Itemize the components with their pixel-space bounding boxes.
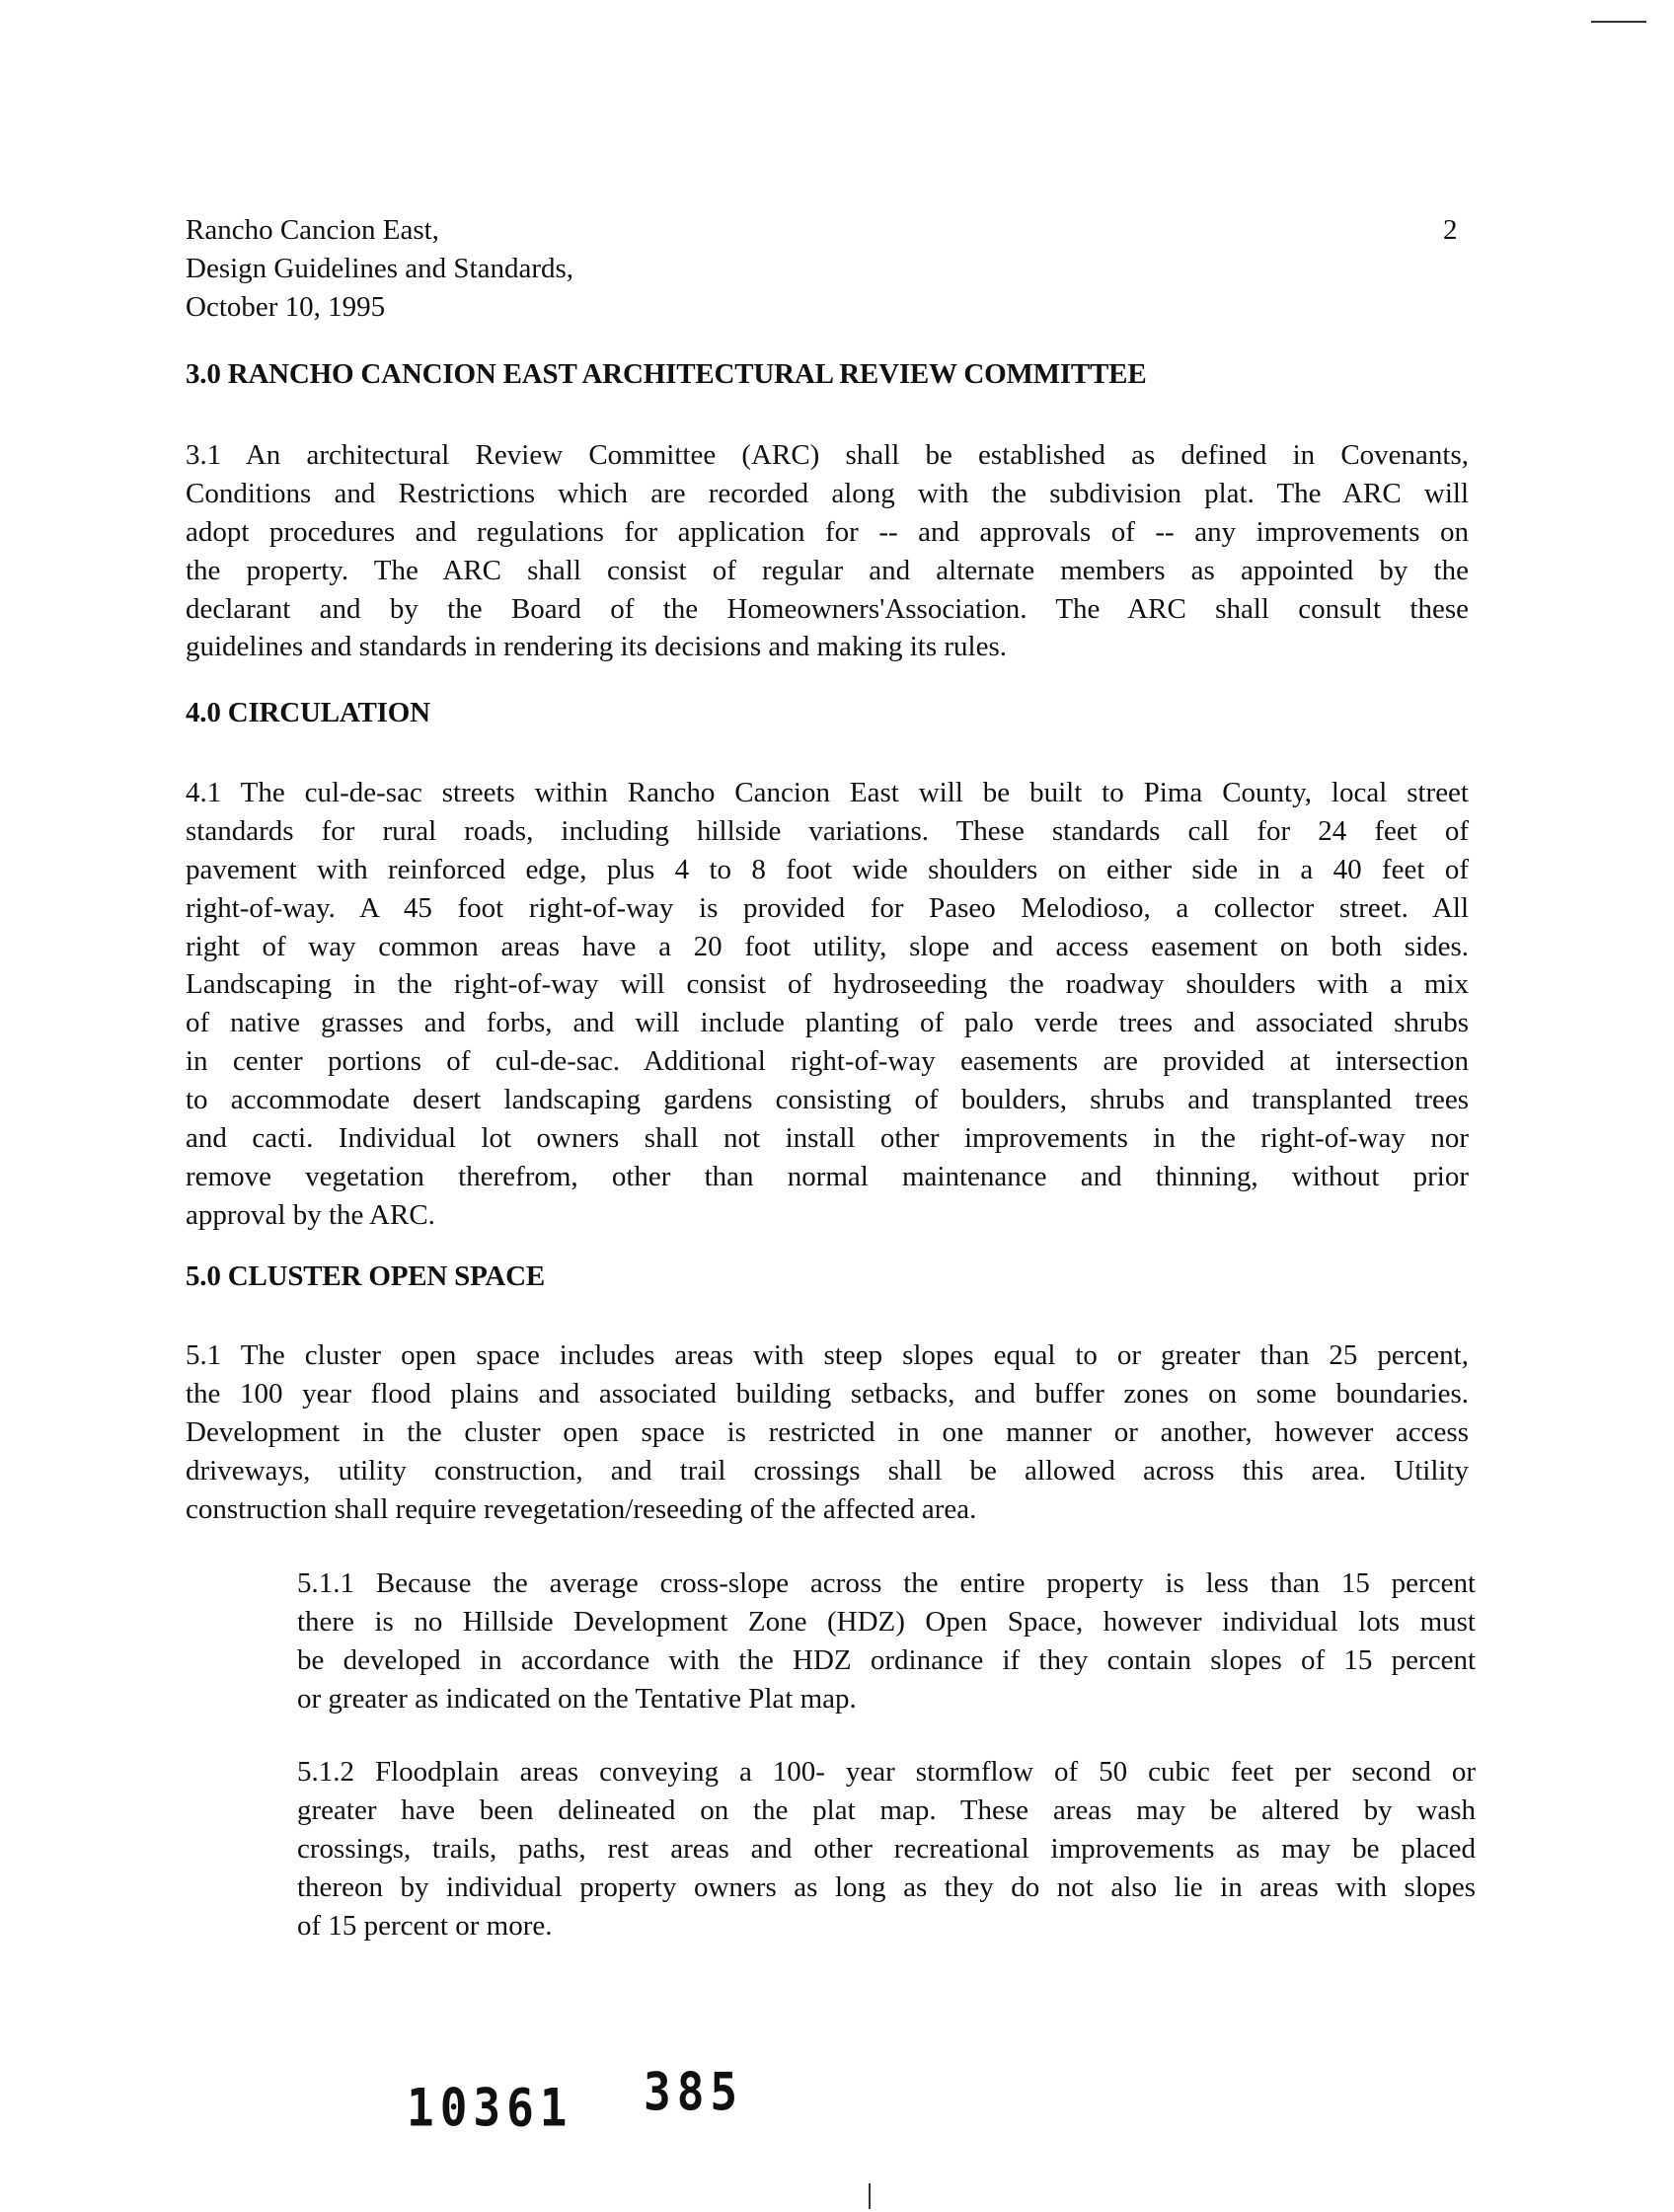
document-header xyxy=(186,211,573,327)
paragraph-line: construction shall require revegetation/reseeding of the affected area. xyxy=(186,1492,977,1525)
paragraph-line: approval by the ARC. xyxy=(186,1198,435,1231)
paragraph-line: driveways, utility construction, and trail crossings shall be allowed across this area. Utility xyxy=(186,1454,1469,1487)
paragraph-line: right of way common areas have a 20 foot utility, slope and access easement on both sides. xyxy=(186,930,1469,962)
section-heading-5-0: 5.0 CLUSTER OPEN SPACE xyxy=(186,1260,546,1292)
paragraph-line: remove vegetation therefrom, other than normal maintenance and thinning, without prior xyxy=(186,1160,1469,1192)
paragraph-line: in center portions of cul-de-sac. Additional right-of-way easements are provided at intersection xyxy=(186,1045,1469,1078)
paragraph-5-1-2 xyxy=(297,1753,1476,1945)
paragraph-line: declarant and by the Board of the Homeowners'Association. The ARC shall consult these xyxy=(186,592,1469,625)
page-number: 2 xyxy=(1443,214,1458,246)
scan-mark-top-right xyxy=(1591,21,1646,23)
paragraph-line: 3.1 An architectural Review Committee (ARC) shall be established as defined in Covenants, xyxy=(186,439,1469,471)
header-line-title: Rancho Cancion East, xyxy=(186,214,439,246)
paragraph-line: pavement with reinforced edge, plus 4 to 8 foot wide shoulders on either side in a 40 feet of xyxy=(186,853,1469,885)
paragraph-line: and cacti. Individual lot owners shall not install other improvements in the right-of-way nor xyxy=(186,1122,1469,1155)
paragraph-line: 5.1.1 Because the average cross-slope across the entire property is less than 15 percent xyxy=(297,1567,1476,1599)
paragraph-line: greater have been delineated on the plat map. These areas may be altered by wash xyxy=(297,1793,1476,1826)
docket-number-stamp: 10361 xyxy=(407,2076,573,2139)
section-heading-3-0: 3.0 RANCHO CANCION EAST ARCHITECTURAL REVIEW COMMITTEE xyxy=(186,358,1147,390)
paragraph-line: there is no Hillside Development Zone (HDZ) Open Space, however individual lots must xyxy=(297,1605,1476,1638)
paragraph-line: Development in the cluster open space is restricted in one manner or another, however access xyxy=(186,1415,1469,1448)
paragraph-line: crossings, trails, paths, rest areas and other recreational improvements as may be placed xyxy=(297,1832,1476,1865)
page-number-stamp: 385 xyxy=(644,2060,744,2123)
header-line-subtitle: Design Guidelines and Standards, xyxy=(186,252,574,284)
paragraph-line: right-of-way. A 45 foot right-of-way is provided for Paseo Melodioso, a collector street. All xyxy=(186,891,1469,924)
scan-mark-bottom xyxy=(869,2183,871,2209)
paragraph-line: the 100 year flood plains and associated building setbacks, and buffer zones on some boundaries. xyxy=(186,1377,1469,1410)
paragraph-line: standards for rural roads, including hillside variations. These standards call for 24 feet of xyxy=(186,814,1469,847)
paragraph-line: 5.1 The cluster open space includes areas with steep slopes equal to or greater than 25 percent, xyxy=(186,1339,1469,1371)
paragraph-3-1 xyxy=(186,436,1469,666)
header-line-date: October 10, 1995 xyxy=(186,290,386,323)
paragraph-line: thereon by individual property owners as long as they do not also lie in areas with slopes xyxy=(297,1870,1476,1903)
paragraph-line: Landscaping in the right-of-way will consist of hydroseeding the roadway shoulders with a mix xyxy=(186,968,1469,1001)
paragraph-5-1 xyxy=(186,1336,1469,1528)
paragraph-4-1 xyxy=(186,774,1469,1235)
paragraph-line: 4.1 The cul-de-sac streets within Rancho Cancion East will be built to Pima County, local street xyxy=(186,777,1469,808)
paragraph-line: Conditions and Restrictions which are recorded along with the subdivision plat. The ARC will xyxy=(186,477,1469,509)
paragraph-line: adopt procedures and regulations for application for -- and approvals of -- any improvements on xyxy=(186,515,1469,548)
paragraph-line: guidelines and standards in rendering its decisions and making its rules. xyxy=(186,631,1007,663)
paragraph-line: the property. The ARC shall consist of regular and alternate members as appointed by the xyxy=(186,554,1469,586)
paragraph-5-1-1 xyxy=(297,1564,1476,1718)
paragraph-line: 5.1.2 Floodplain areas conveying a 100- year stormflow of 50 cubic feet per second or xyxy=(297,1756,1476,1788)
paragraph-line: be developed in accordance with the HDZ ordinance if they contain slopes of 15 percent xyxy=(297,1643,1476,1676)
paragraph-line: or greater as indicated on the Tentative Plat map. xyxy=(297,1682,857,1715)
paragraph-line: of 15 percent or more. xyxy=(297,1909,553,1942)
paragraph-line: of native grasses and forbs, and will include planting of palo verde trees and associated shrubs xyxy=(186,1007,1469,1039)
section-heading-4-0: 4.0 CIRCULATION xyxy=(186,697,430,728)
paragraph-line: to accommodate desert landscaping gardens consisting of boulders, shrubs and transplanted trees xyxy=(186,1084,1469,1116)
